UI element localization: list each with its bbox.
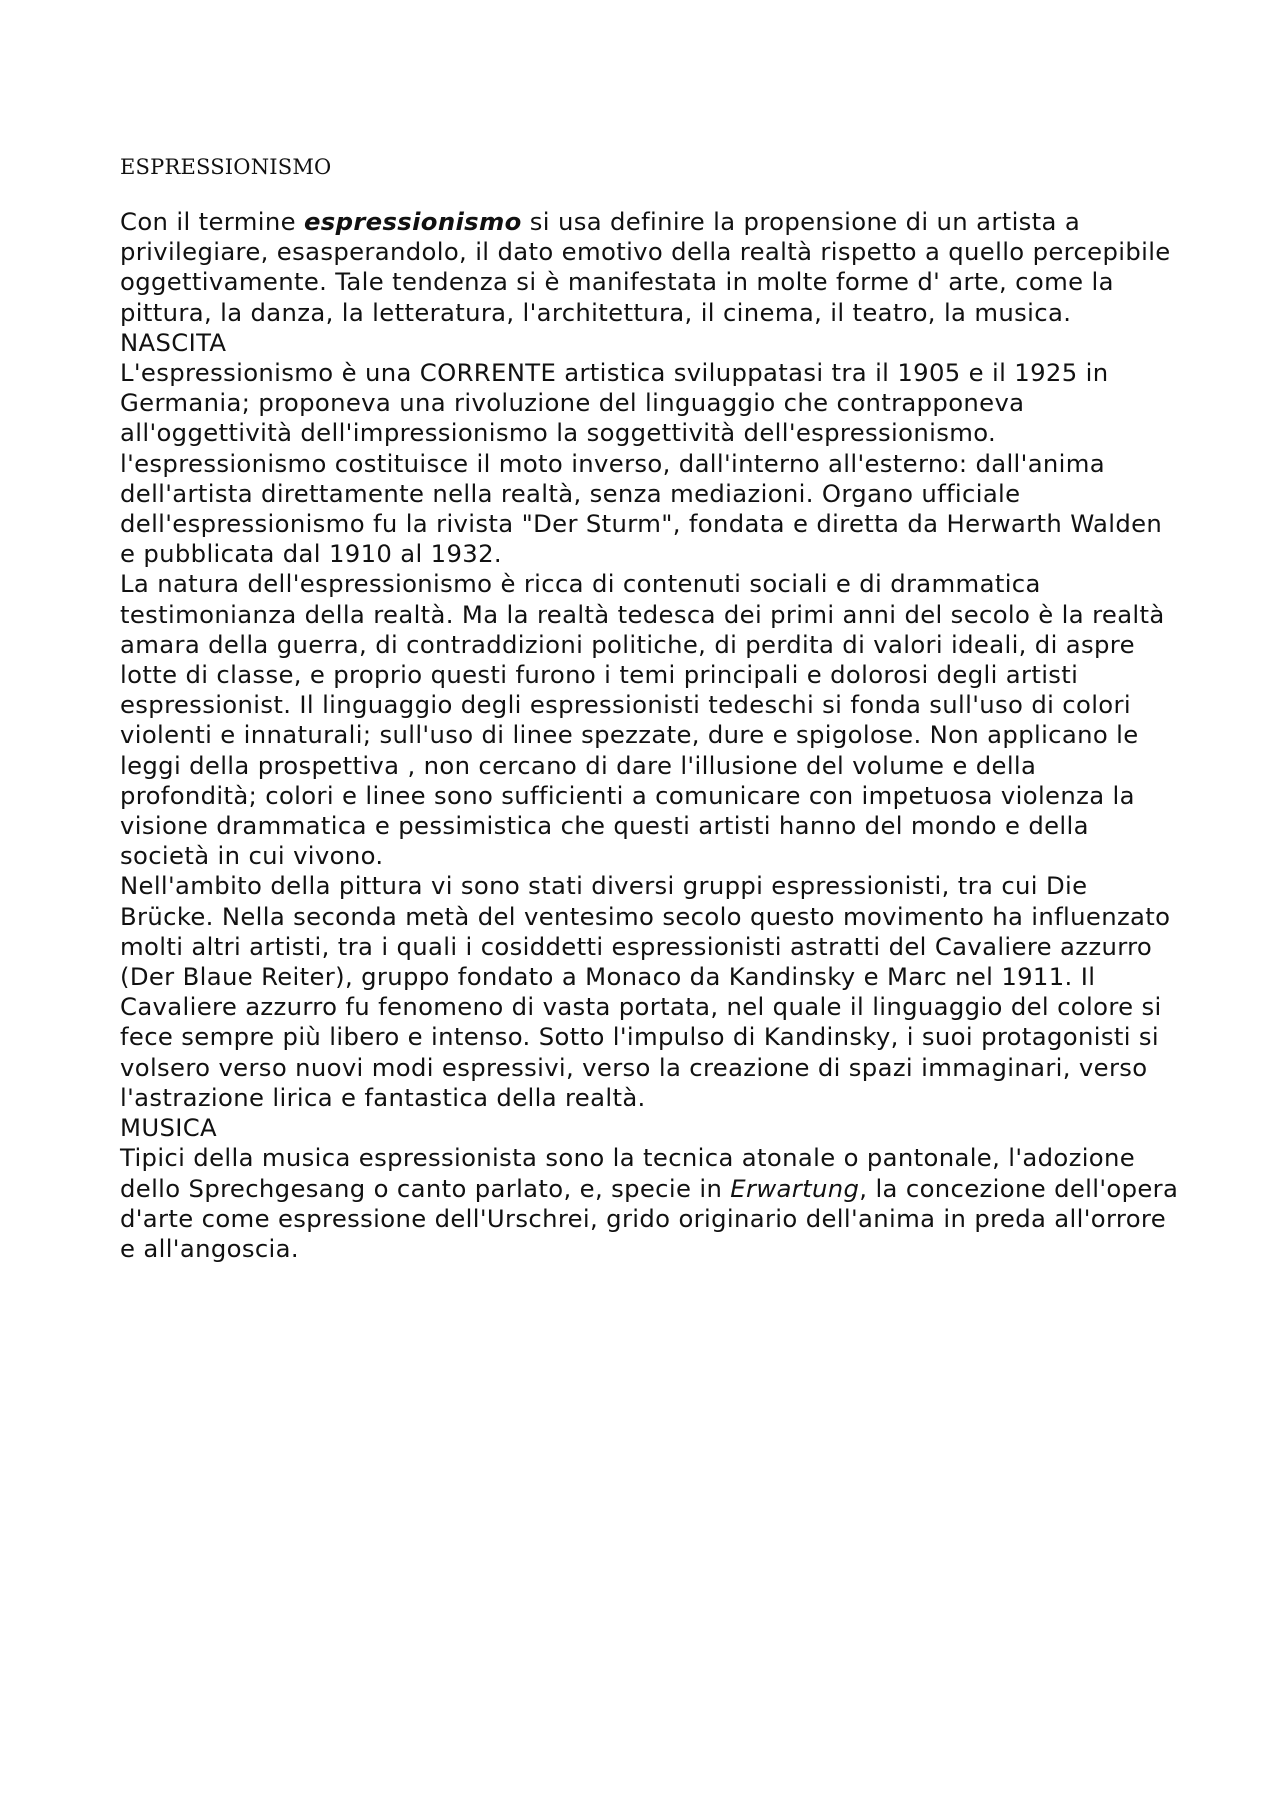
nascita-paragraph-3: Nell'ambito della pittura vi sono stati diversi gruppi espressionisti, tra cui Die Brücke. Nella seconda metà del ventesimo secolo questo movimento ha influenzato molti altri artisti, tra i quali i cosiddetti espressionisti astratti del Cavaliere azzurro (Der Blaue Reiter), gruppo fondato a Monaco da Kandinsky e Marc nel 1911. Il Cavaliere azzurro fu fenomeno di vasta portata, nel quale il linguaggio del colore si fece sempre più libero e intenso. Sotto l'impulso di Kandinsky, i suoi protagonisti si volsero verso nuovi modi espressivi, verso la creazione di spazi immaginari, verso l'astrazione lirica e fantastica della realtà.	[120, 871, 1171, 1112]
nascita-paragraph-1: L'espressionismo è una CORRENTE artistica sviluppatasi tra il 1905 e il 1925 in Germania; proponeva una rivoluzione del linguaggio che contrapponeva all'oggettività dell'impressionismo la soggettività dell'espressionismo. l'espressionismo costituisce il moto inverso, dall'interno all'esterno: dall'anima dell'artista direttamente nella realtà, senza mediazioni. Organo ufficiale dell'espressionismo fu la rivista "Der Sturm", fondata e diretta da Herwarth Walden e pubblicata dal 1910 al 1932.	[120, 358, 1163, 569]
document-title: ESPRESSIONISMO	[120, 155, 332, 179]
intro-keyword: espressionismo	[303, 207, 522, 236]
document-body	[120, 207, 1180, 1264]
section-heading-musica: MUSICA	[120, 1113, 218, 1143]
musica-text-after: , la concezione dell'opera d'arte come espressione dell'Urschrei, grido originario dell'anima in preda all'orrore e all'angoscia.	[120, 1173, 1179, 1263]
section-heading-nascita: NASCITA	[120, 327, 227, 357]
musica-italic-title: Erwartung	[730, 1173, 860, 1203]
musica-paragraph	[120, 1143, 1180, 1264]
nascita-paragraph-2: La natura dell'espressionismo è ricca di contenuti sociali e di drammatica testimonianza della realtà. Ma la realtà tedesca dei primi anni del secolo è la realtà amara della guerra, di contraddizioni politiche, di perdita di valori ideali, di aspre lotte di classe, e proprio questi furono i temi principali e dolorosi degli artisti espressionist. Il linguaggio degli espressionisti tedeschi si fonda sull'uso di colori violenti e innaturali; sull'uso di linee spezzate, dure e spigolose. Non applicano le leggi della prospettiva , non cercano di dare l'illusione del volume e della profondità; colori e linee sono sufficienti a comunicare con impetuosa violenza la visione drammatica e pessimistica che questi artisti hanno del mondo e della società in cui vivono.	[120, 569, 1165, 871]
musica-text-before: Tipici della musica espressionista sono la tecnica atonale o pantonale, l'adozione dello Sprechgesang o canto parlato, e, specie in	[120, 1143, 1136, 1203]
intro-text-after: si usa definire la propensione di un artista a privilegiare, esasperandolo, il dato emotivo della realtà rispetto a quello percepibile oggettivamente. Tale tendenza si è manifestata in molte forme d' arte, come la pittura, la danza, la letteratura, l'architettura, il cinema, il teatro, la musica.	[120, 207, 1171, 327]
intro-paragraph	[120, 207, 1180, 328]
intro-text-before: Con il termine	[120, 207, 304, 236]
